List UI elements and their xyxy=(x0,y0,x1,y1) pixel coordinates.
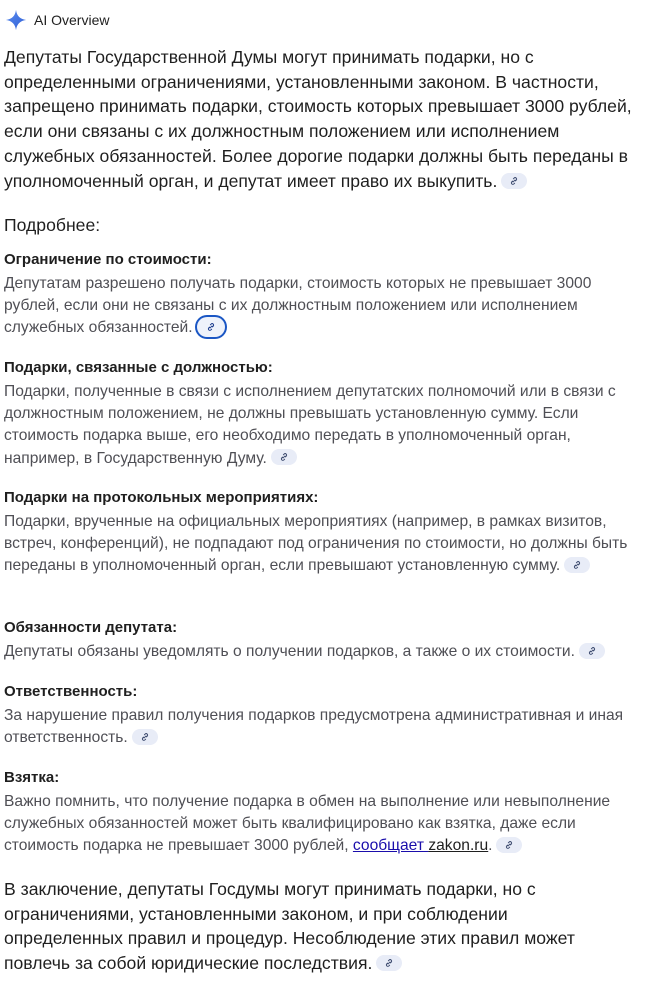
citation-link-icon[interactable] xyxy=(271,449,297,465)
section-title: Ограничение по стоимости: xyxy=(4,251,212,268)
section-text: Депутатам разрешено получать подарки, стоимость которых не превышает 3000 рублей, если они не связаны с их должностным положением или исполнением служебных обязанностей. xyxy=(4,275,592,337)
section-position-gifts xyxy=(4,358,649,470)
citation-link-icon[interactable] xyxy=(376,955,402,971)
sparkle-icon xyxy=(5,9,27,31)
section-body xyxy=(4,791,649,858)
citation-link-icon[interactable] xyxy=(132,729,158,745)
section-protocol-events xyxy=(4,488,649,578)
conclusion-text: В заключение, депутаты Госдумы могут принимать подарки, но с ограничениями, установленными законом, и при соблюдении определенных правил и процедур. Несоблюдение этих правил может повлечь за собой юридические последствия. xyxy=(4,879,575,974)
section-deputy-duties xyxy=(4,618,649,663)
section-text: Подарки, полученные в связи с исполнением депутатских полномочий или в связи с должностным положением, не должны превышать установленную сумму. Если стоимость подарка выше, его необходимо передать в уполномоченный орган, например, в Государственную Думу. xyxy=(4,383,616,467)
section-text: Депутаты обязаны уведомлять о получении подарков, а также о их стоимости. xyxy=(4,643,575,660)
section-bribe xyxy=(4,768,649,858)
citation-link-icon[interactable] xyxy=(197,317,225,337)
ai-overview-title: AI Overview xyxy=(34,12,110,28)
intro-text: Депутаты Государственной Думы могут принимать подарки, но с определенными ограничениями, установленными законом. В частности, запрещено принимать подарки, стоимость которых превышает 3000 рублей, если они связаны с их должностным положением или исполнением служебных обязанностей. Более дорогие подарки должны быть переданы в уполномоченный орган, и депутат имеет право их выкупить. xyxy=(4,47,632,191)
citation-link-icon[interactable] xyxy=(501,173,527,189)
more-details-label: Подробнее: xyxy=(4,215,101,235)
section-title: Взятка: xyxy=(4,769,60,786)
citation-link-icon[interactable] xyxy=(579,643,605,659)
section-body xyxy=(4,641,649,663)
section-body xyxy=(4,705,649,749)
citation-link-icon[interactable] xyxy=(496,837,522,853)
section-title: Подарки, связанные с должностью: xyxy=(4,359,273,376)
section-body xyxy=(4,381,649,470)
source-domain: zakon.ru xyxy=(428,837,489,855)
section-title: Обязанности депутата: xyxy=(4,619,178,636)
source-after: . xyxy=(488,837,493,855)
intro-paragraph xyxy=(4,45,644,193)
source-link[interactable] xyxy=(353,837,488,854)
ai-overview-header xyxy=(5,8,109,32)
section-text: За нарушение правил получения подарков предусмотрена административная и иная ответственность. xyxy=(4,707,624,747)
section-title: Подарки на протокольных мероприятиях: xyxy=(4,489,319,506)
section-body xyxy=(4,273,649,340)
source-prefix: сообщает xyxy=(352,837,424,855)
conclusion-paragraph xyxy=(4,877,624,976)
section-text: Подарки, врученные на официальных мероприятиях (например, в рамках визитов, встреч, конференций), не подпадают под ограничения по стоимости, но должны быть переданы в уполномоченный орган, если превышают установленную сумму. xyxy=(4,513,628,575)
section-liability xyxy=(4,682,649,749)
section-cost-limit xyxy=(4,250,649,340)
citation-link-icon[interactable] xyxy=(564,557,590,573)
section-body xyxy=(4,511,649,578)
section-title: Ответственность: xyxy=(4,683,138,700)
section-text: Важно помнить, что получение подарка в обмен на выполнение или невыполнение служебных обязанностей может быть квалифицировано как взятка, даже если стоимость подарка не превышает 3000 рублей, xyxy=(4,793,611,855)
